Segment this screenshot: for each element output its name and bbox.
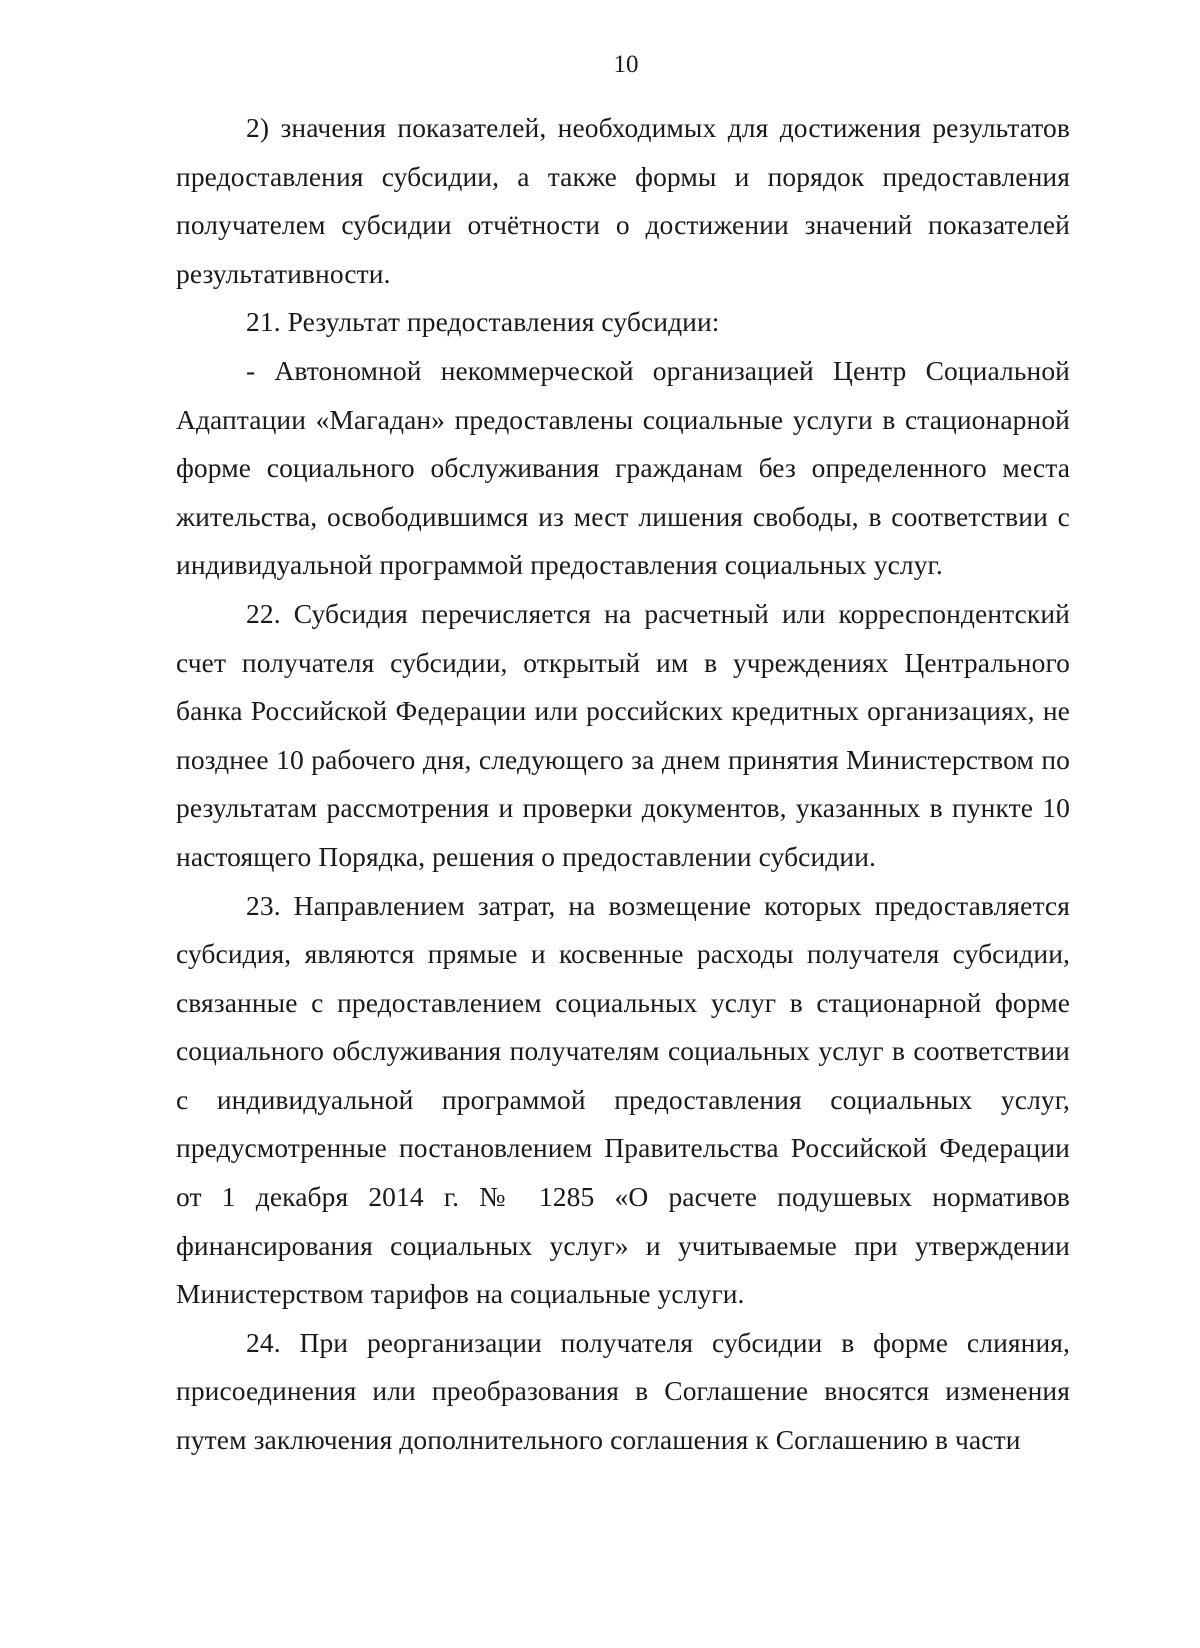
paragraph-24: 24. При реорганизации получателя субсидии в форме слияния, присоединения или преобразования в Соглашение вносятся изменения путем заключения дополнительного соглашения к Соглашению в части xyxy=(176,1326,1070,1456)
paragraph-22: 22. Субсидия перечисляется на расчетный или корреспондентский счет получателя субсидии, открытый им в учреждениях Центрального банка Российской Федерации или российских кредитных организациях, не позднее 10 рабочего дня, следующего за днем принятия Министерством по результатам рассмотрения и проверки документов, указанных в пункте 10 настоящего Порядка, решения о предоставлении субсидии. xyxy=(176,597,1070,872)
paragraph-indicators: 2) значения показателей, необходимых для достижения результатов предоставления субсидии, а также формы и порядок предоставления получателем субсидии отчётности о достижении значений показателей результативности. xyxy=(176,112,1070,289)
paragraph-23: 23. Направлением затрат, на возмещение которых предоставляется субсидия, являются прямые и косвенные расходы получателя субсидии, связанные с предоставлением социальных услуг в стационарной форме социального обслуживания получателям социальных услуг в соответствии с индивидуальной программой предоставления социальных услуг, предусмотренные постановлением Правительства Российской Федерации от 1 декабря 2014 г. № 1285 «О расчете подушевых нормативов финансирования социальных услуг» и учитываемые при утверждении Министерством тарифов на социальные услуги. xyxy=(176,889,1070,1310)
paragraph-21: 21. Результат предоставления субсидии: xyxy=(246,306,720,338)
page-number: 10 xyxy=(613,51,639,78)
paragraph-21-result: - Автономной некоммерческой организацией Центр Социальной Адаптации «Магадан» предоставлены социальные услуги в стационарной форме социального обслуживания гражданам без определенного места жительства, освободившимся из мест лишения свободы, в соответствии с индивидуальной программой предоставления социальных услуг. xyxy=(176,354,1070,581)
document-body xyxy=(176,104,1070,1465)
